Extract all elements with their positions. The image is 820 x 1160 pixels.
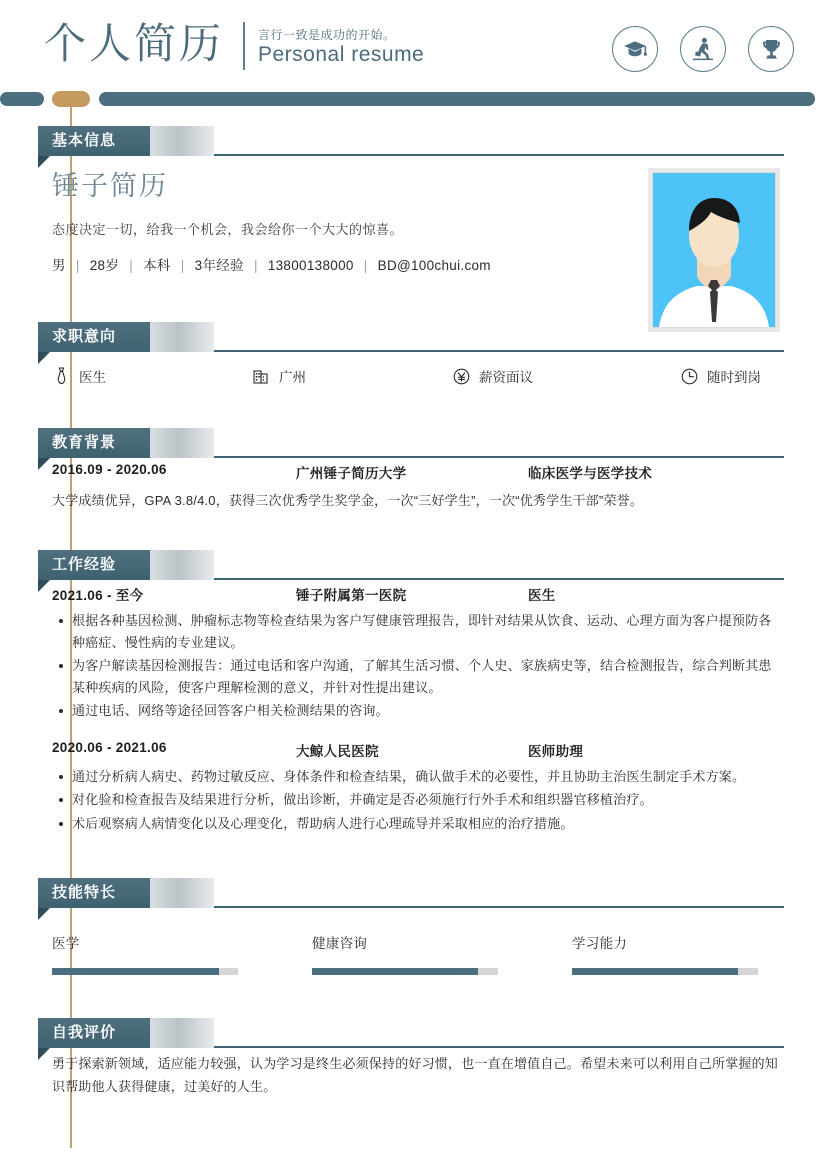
skill-label: 学习能力 [572,936,628,951]
section-title-basic: 基本信息 [52,132,117,149]
intention-position-label: 医生 [79,370,106,385]
section-tab-extension [150,878,214,908]
section-body-intention [52,352,784,386]
work-period: 2020.06 - 2021.06 [52,739,167,755]
intention-row [52,366,784,386]
section-tab-education [38,428,214,458]
section-title-intention: 求职意向 [52,328,117,345]
section-job-intention [0,322,820,385]
section-title-work: 工作经验 [52,556,117,573]
meta-separator: | [363,258,368,273]
topbar-right-segment [99,92,815,106]
header-tagline-en: Personal resume [258,43,425,66]
section-body-summary [52,1052,784,1098]
education-entry-header [52,462,784,482]
work-period: 2021.06 - 至今 [52,588,144,603]
work-entry [52,740,784,835]
page-header [0,0,820,88]
education-description: 大学成绩优异，GPA 3.8/4.0，获得三次优秀学生奖学金，一次“三好学生”，一次“优秀学生干部”荣誉。 [52,493,644,508]
section-tab-intention [38,322,214,352]
work-entry-header [52,584,784,604]
work-entry [52,584,784,722]
section-education [0,428,820,508]
section-tab-extension [150,428,214,458]
skills-row [52,932,784,975]
work-bullet: 通过分析病人病史、药物过敏反应、身体条件和检查结果，确认做手术的必要性，并且协助主治医生制定手术方案。 [72,766,784,788]
work-bullet: 为客户解读基因检测报告：通过电话和客户沟通，了解其生活习惯、个人史、家族病史等，结合检测报告，综合判断其患某种疾病的风险，使客户理解检测的意义，并针对性提出建议。 [72,655,784,698]
meta-phone: 13800138000 [267,258,354,273]
section-body-education [52,462,784,512]
section-title-skills: 技能特长 [52,884,117,901]
work-bullet-list [52,610,784,722]
intention-salary [452,366,680,386]
candidate-photo [652,172,776,328]
work-company: 锤子附属第一医院 [296,588,407,603]
meta-age: 28岁 [89,258,120,273]
section-body-work [52,584,784,836]
work-bullet: 通过电话、网络等途径回答客户相关检测结果的咨询。 [72,700,784,722]
education-period: 2016.09 - 2020.06 [52,462,167,477]
skill-item [572,932,820,975]
meta-separator: | [253,258,258,273]
clock-icon [680,367,698,385]
skill-progress-track [52,968,238,975]
skill-label: 健康咨询 [312,936,368,951]
header-divider [243,22,245,70]
section-tab-work [38,550,214,580]
section-rule-summary [214,1046,784,1048]
section-tab-summary [38,1018,214,1048]
intention-availability-label: 随时到岗 [707,370,761,385]
skill-item [52,932,312,975]
section-work-experience [0,550,820,831]
graduation-cap-icon [612,26,658,72]
avatar-illustration [653,173,775,327]
section-self-evaluation [0,1018,820,1094]
meta-separator: | [75,258,80,273]
skill-progress-fill [52,968,219,975]
section-tab-extension [150,322,214,352]
section-tab-notch [38,458,50,470]
skill-progress-fill [572,968,738,975]
meta-email: BD@100chui.com [377,258,491,273]
section-title-summary: 自我评价 [52,1024,117,1041]
skill-progress-track [312,968,498,975]
necktie-icon [52,367,70,385]
section-tab-notch [38,156,50,168]
section-skills [0,878,820,951]
intention-city-label: 广州 [279,370,306,385]
meta-separator: | [129,258,134,273]
meta-degree: 本科 [143,258,171,273]
section-basic-info [0,126,820,273]
intention-salary-label: 薪资面议 [479,370,533,385]
yen-circle-icon [452,367,470,385]
section-tab-notch [38,580,50,592]
skill-progress-fill [312,968,478,975]
section-tab-notch [38,908,50,920]
work-bullet-list [52,766,784,835]
work-position: 医师助理 [528,743,584,759]
section-rule-education [214,456,784,458]
section-tab-skills [38,878,214,908]
work-bullet: 根据各种基因检测、肿瘤标志物等检查结果为客户写健康管理报告，即针对结果从饮食、运动、心理方面为客户提预防各种癌症、慢性病的专业建议。 [72,610,784,653]
candidate-motto: 态度决定一切，给我一个机会，我会给你一个大大的惊喜。 [52,222,404,237]
intention-availability [680,366,761,386]
education-school: 广州锤子简历大学 [296,466,407,481]
meta-experience: 3年经验 [194,258,244,273]
section-body-skills [52,908,784,975]
topbar-gold-pill [52,91,90,107]
work-position: 医生 [528,588,556,603]
work-company: 大鲸人民医院 [296,743,379,759]
work-entry-header [52,740,784,760]
candidate-name: 锤子简历 [52,171,168,201]
education-major: 临床医学与医学技术 [528,466,653,481]
header-icon-group [612,26,794,72]
skill-label: 医学 [52,936,80,951]
section-tab-notch [38,1048,50,1060]
intention-position [52,366,252,386]
building-icon [252,367,270,385]
section-tab-extension [150,550,214,580]
section-tab-extension [150,1018,214,1048]
section-rule-basic [214,154,784,156]
work-bullet: 对化验和检查报告及结果进行分析，做出诊断，并确定是否必须施行行外手术和组织器官移植治疗。 [72,789,784,811]
meta-gender: 男 [52,258,66,273]
section-title-education: 教育背景 [52,434,117,451]
section-tab-basic [38,126,214,156]
meta-separator: | [180,258,185,273]
intention-city [252,366,452,386]
businessman-walking-icon [680,26,726,72]
section-rule-work [214,578,784,580]
page-title: 个人简历 [44,20,225,67]
self-evaluation-text: 勇于探索新领域，适应能力较强，认为学习是终生必须保持的好习惯，也一直在增值自己。希望未来可以利用自己所掌握的知识帮助他人获得健康，过美好的人生。 [52,1056,779,1094]
topbar-left-segment [0,92,44,106]
skill-progress-track [572,968,758,975]
section-tab-notch [38,352,50,364]
section-tab-extension [150,126,214,156]
trophy-icon [748,26,794,72]
skill-item [312,932,572,975]
header-tagline-cn: 言行一致是成功的开始。 [258,28,396,42]
work-bullet: 术后观察病人病情变化以及心理变化，帮助病人进行心理疏导并采取相应的治疗措施。 [72,813,784,835]
